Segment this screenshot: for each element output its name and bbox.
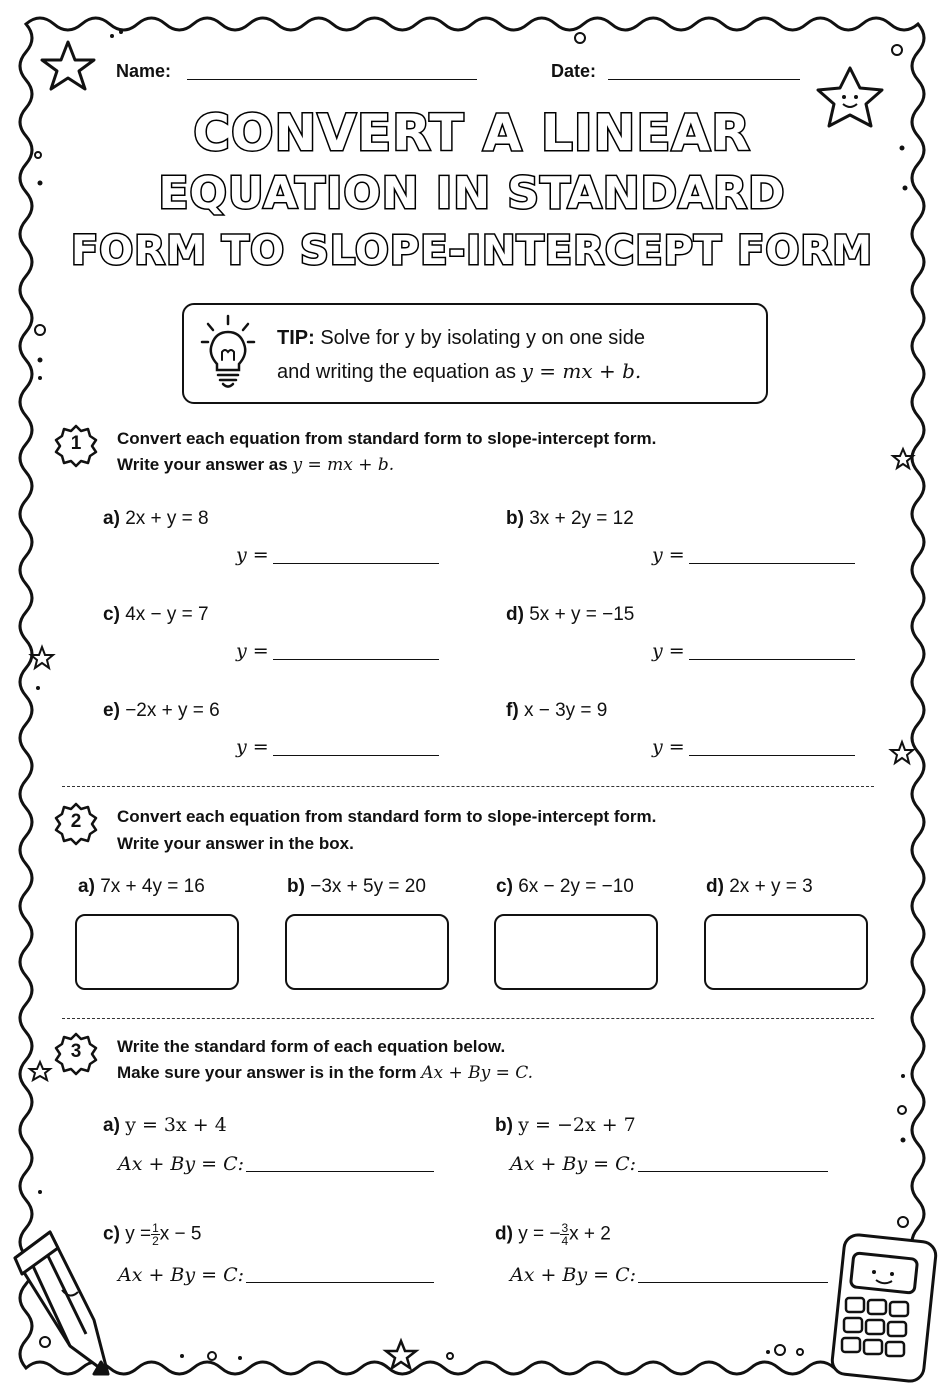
lightbulb-icon (200, 312, 260, 392)
tip-line-1 (277, 327, 645, 350)
title-line-3: FORM TO SLOPE-INTERCEPT FORM (70, 228, 874, 274)
problem-letter: f) (506, 700, 519, 721)
standard-form-prefix: Ax + By = C: (118, 1153, 245, 1175)
denominator: 2 (152, 1234, 159, 1248)
date-label: Date: (551, 61, 597, 81)
answer-prefix: y = (236, 736, 269, 758)
s2-problem-c (496, 876, 634, 898)
s3-problem-b (495, 1114, 636, 1137)
section-divider (62, 786, 874, 787)
tip-text-1: Solve for y by isolating y on one side (320, 327, 645, 349)
answer-line[interactable] (273, 659, 439, 660)
problem-letter: d) (706, 876, 724, 897)
answer-box[interactable] (285, 914, 449, 990)
section-3-instruction-2-text: Make sure your answer is in the form (117, 1063, 417, 1082)
problem-letter: b) (506, 508, 524, 529)
s1-problem-f (506, 700, 607, 722)
date-field[interactable] (608, 79, 800, 80)
calculator-icon (831, 1234, 937, 1383)
problem-equation: 3x + 2y = 12 (529, 508, 634, 529)
answer-prefix: y = (652, 640, 685, 662)
s3-problem-a (103, 1114, 227, 1137)
problem-equation: 7x + 4y = 16 (100, 876, 205, 897)
answer-line[interactable] (689, 755, 855, 756)
name-field[interactable] (187, 79, 477, 80)
problem-equation: 2x + y = 8 (125, 508, 209, 529)
problem-equation: −3x + 5y = 20 (310, 876, 426, 897)
standard-form-prefix: Ax + By = C: (118, 1264, 245, 1286)
problem-letter: c) (496, 876, 513, 897)
s1-problem-c (103, 604, 209, 626)
denominator: 4 (561, 1234, 569, 1248)
answer-line[interactable] (638, 1282, 828, 1283)
section-1-instruction-2-text: Write your answer as (117, 455, 288, 474)
answer-line[interactable] (689, 659, 855, 660)
section-2-number: 2 (70, 811, 82, 832)
problem-letter: d) (506, 604, 524, 625)
problem-equation: 2x + y = 3 (729, 876, 813, 897)
section-3-number: 3 (70, 1041, 82, 1062)
problem-letter: c) (103, 604, 120, 625)
tip-line-2 (277, 359, 641, 384)
name-label: Name: (116, 61, 172, 81)
problem-equation: x − 3y = 9 (523, 700, 608, 721)
s1-problem-b (506, 508, 634, 530)
answer-prefix: y = (236, 640, 269, 662)
tip-label: TIP: (277, 327, 315, 349)
standard-form-prefix: Ax + By = C: (510, 1153, 637, 1175)
problem-letter: b) (495, 1115, 513, 1136)
numerator: 3 (561, 1221, 569, 1235)
answer-box[interactable] (704, 914, 868, 990)
small-star-icon (891, 742, 913, 763)
tip-text-2: and writing the equation as (277, 361, 517, 383)
section-1-instruction-1: Convert each equation from standard form to slope-intercept form. (117, 429, 657, 448)
title-line-1: CONVERT A LINEAR (193, 104, 751, 162)
problem-letter: a) (103, 1115, 120, 1136)
pencil-icon (15, 1232, 108, 1374)
small-star-icon (893, 449, 913, 468)
answer-prefix: y = (652, 544, 685, 566)
answer-box[interactable] (75, 914, 239, 990)
s2-problem-d (706, 876, 813, 898)
answer-prefix: y = (652, 736, 685, 758)
s3-problem-d (495, 1222, 611, 1247)
problem-equation: y = −2x + 7 (518, 1114, 636, 1136)
problem-letter: e) (103, 700, 120, 721)
tip-formula: y = mx + b. (521, 359, 642, 383)
s1-problem-d (506, 604, 634, 626)
problem-equation: 4x − y = 7 (125, 604, 209, 625)
answer-line[interactable] (273, 563, 439, 564)
tip-box (182, 303, 768, 404)
problem-equation: 5x + y = −15 (529, 604, 635, 625)
problem-equation: y = 3x + 4 (125, 1114, 227, 1136)
equation-part: y = − (518, 1223, 561, 1245)
answer-line[interactable] (273, 755, 439, 756)
s1-problem-e (103, 700, 220, 722)
answer-line[interactable] (246, 1171, 434, 1172)
problem-letter: a) (78, 876, 95, 897)
section-3-instruction-2 (117, 1063, 533, 1083)
problem-letter: a) (103, 508, 120, 529)
fraction (151, 1222, 160, 1247)
section-3-formula: Ax + By = C. (421, 1063, 534, 1083)
problem-equation: 6x − 2y = −10 (518, 876, 634, 897)
section-1-number: 1 (70, 433, 82, 454)
section-2-instruction-2: Write your answer in the box. (117, 834, 354, 853)
answer-line[interactable] (689, 563, 855, 564)
equation-part: x + 2 (569, 1223, 611, 1245)
problem-equation: −2x + y = 6 (125, 700, 220, 721)
answer-prefix: y = (236, 544, 269, 566)
equation-part: y = (125, 1223, 152, 1245)
section-1-instruction-2 (117, 455, 394, 475)
s2-problem-b (287, 876, 426, 898)
star-icon (42, 42, 94, 89)
section-divider (62, 1018, 874, 1019)
problem-letter: c) (103, 1223, 120, 1245)
star-icon (386, 1341, 416, 1368)
numerator: 1 (152, 1221, 159, 1235)
section-3-instruction-1: Write the standard form of each equation below. (117, 1037, 506, 1056)
small-star-icon (31, 647, 53, 668)
s3-problem-c (103, 1222, 201, 1247)
fraction (560, 1222, 569, 1247)
s1-problem-a (103, 508, 209, 530)
answer-line[interactable] (246, 1282, 434, 1283)
problem-letter: b) (287, 876, 305, 897)
title-line-2: EQUATION IN STANDARD (158, 168, 786, 219)
answer-box[interactable] (494, 914, 658, 990)
problem-letter: d) (495, 1223, 513, 1245)
s2-problem-a (78, 876, 205, 898)
standard-form-prefix: Ax + By = C: (510, 1264, 637, 1286)
small-star-icon (30, 1062, 50, 1080)
answer-line[interactable] (638, 1171, 828, 1172)
section-2-instruction-1: Convert each equation from standard form to slope-intercept form. (117, 807, 657, 826)
equation-part: x − 5 (159, 1223, 202, 1245)
section-1-formula: y = mx + b. (292, 455, 395, 475)
